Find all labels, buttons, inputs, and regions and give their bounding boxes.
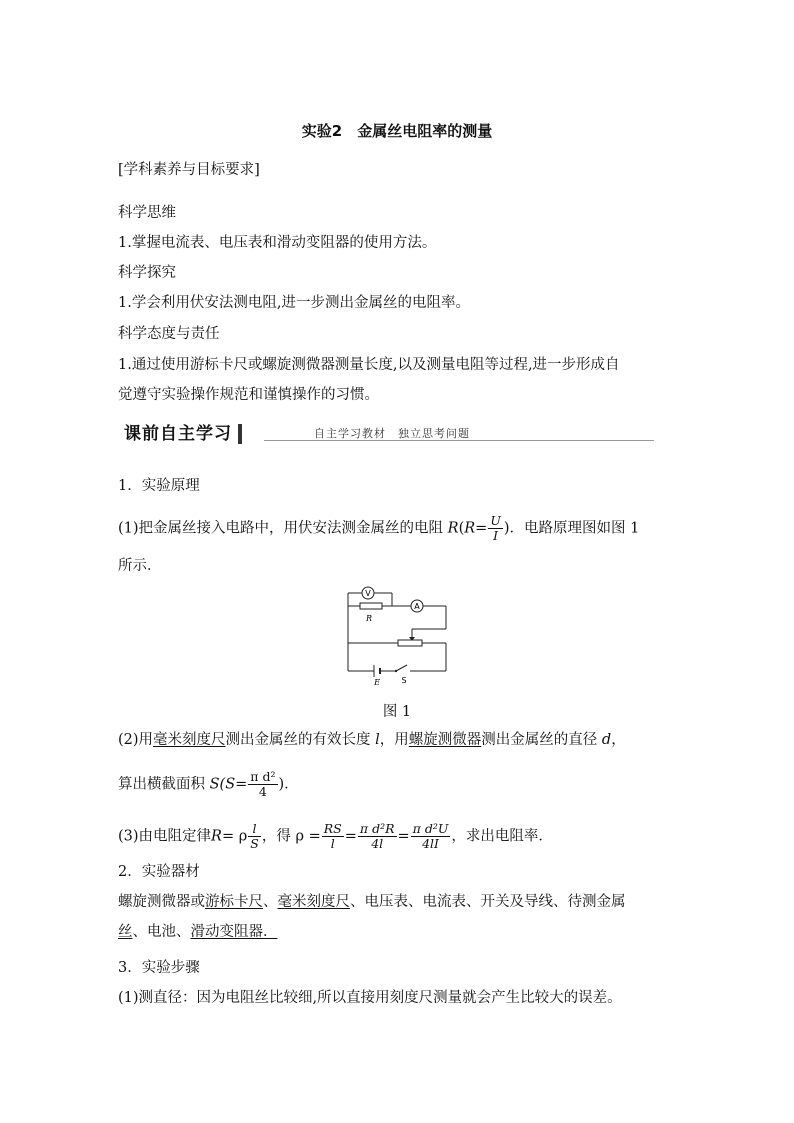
section-item: 1.通过使用游标卡尺或螺旋测微器测量长度,以及测量电阻等过程,进一步形成自 (118, 357, 620, 373)
steps-heading: 3．实验步骤 (118, 960, 200, 976)
text: (3)由电阻定律 (118, 828, 212, 845)
section-heading: 科学探究 (118, 265, 176, 281)
principle-p2 (118, 730, 626, 750)
fraction-pid2r (358, 822, 397, 851)
section-item: 1.掌握电流表、电压表和滑动变阻器的使用方法。 (118, 235, 437, 251)
underlined-term: 丝 (118, 924, 133, 940)
text: 螺旋测微器或 (118, 894, 205, 910)
text: 测出金属丝的直径 (481, 732, 598, 748)
text: (2)用 (118, 732, 154, 748)
var-r: R (211, 828, 222, 845)
equipment-line-2 (118, 922, 278, 942)
principle-p1 (118, 514, 639, 543)
principle-p1-cont: 所示． (118, 558, 162, 574)
steps-item-1: (1)测直径：因为电阻丝比较细,所以直接用刻度尺测量就会产生比较大的误差。 (118, 990, 622, 1006)
denominator: 4 (258, 784, 267, 799)
numerator: π d² (250, 769, 276, 784)
text: ，得 ρ = (261, 828, 321, 845)
numerator: l (248, 822, 261, 837)
banner-subtitle: 自主学习教材 独立思考问题 (314, 427, 470, 440)
denominator: l (330, 836, 335, 851)
text: = (397, 828, 410, 845)
text: = (344, 828, 357, 845)
text: = ρ (221, 828, 248, 845)
fraction-rs-over-l (322, 822, 344, 851)
denominator: I (493, 528, 499, 543)
text: ，求出电阻率． (451, 828, 553, 845)
numerator: RS (323, 821, 342, 836)
text: 、 (263, 894, 278, 910)
objectives-header: [学科素养与目标要求] (118, 162, 260, 178)
underlined-term: 毫米刻度尺 (153, 732, 226, 748)
numerator: π d²R (359, 821, 395, 836)
text: ，用 (379, 732, 409, 748)
underlined-term: 螺旋测微器 (408, 732, 482, 748)
var-d: d (601, 732, 612, 748)
underlined-term: 滑动变阻器． (190, 924, 278, 940)
underlined-term: 毫米刻度尺 (277, 894, 350, 910)
var-r: R (464, 520, 476, 537)
text: ( (458, 520, 465, 537)
underlined-term: 游标卡尺 (205, 894, 263, 910)
equipment-line-1 (118, 892, 626, 912)
text: (1)把金属丝接入电路中，用伏安法测金属丝的电阻 (118, 520, 444, 537)
figure-caption: 图 1 (382, 704, 412, 720)
text: 算出横截面积 (118, 776, 205, 793)
equipment-heading: 2．实验器材 (118, 864, 200, 880)
principle-heading: 1．实验原理 (118, 478, 200, 494)
resistor-label: R (365, 614, 373, 623)
switch-icon (395, 670, 397, 672)
resistor-icon (360, 603, 382, 609)
fraction-l-over-s (248, 822, 261, 851)
fraction-pid2u (411, 822, 451, 851)
text: (S= (219, 776, 248, 793)
voltmeter-label: V (365, 589, 371, 598)
fraction-u-over-i (488, 514, 503, 543)
rheostat-icon (398, 640, 422, 646)
section-heading: 科学思维 (118, 205, 176, 221)
var-l: l (375, 732, 380, 748)
numerator: π d²U (412, 821, 449, 836)
switch-label: S (401, 676, 407, 685)
section-heading: 科学态度与责任 (118, 326, 220, 342)
denominator: 4lI (422, 836, 439, 851)
banner-title: 课前自主学习 (118, 424, 242, 444)
text: )． (278, 776, 299, 793)
ammeter-label: A (414, 602, 420, 611)
text: 测出金属丝的有效长度 (225, 732, 371, 748)
denominator: S (250, 836, 259, 851)
text: = (475, 520, 488, 537)
denominator: 4l (371, 836, 384, 851)
principle-p2-cont (118, 770, 299, 799)
text: ， (611, 732, 626, 748)
text: )．电路原理图如图 1 (503, 520, 640, 537)
section-item-continued: 觉遵守实验操作规范和谨慎操作的习惯。 (118, 387, 379, 403)
section-banner (118, 424, 654, 444)
var-s: S (209, 776, 220, 793)
page-title: 实验2 金属丝电阻率的测量 (301, 122, 493, 140)
numerator: U (490, 513, 501, 528)
fraction-area (248, 770, 277, 799)
circuit-diagram (340, 585, 452, 685)
text: 、电压表、电流表、开关及导线、待测金属 (350, 894, 626, 910)
text: 、电池、 (132, 924, 191, 940)
var-r: R (447, 520, 459, 537)
battery-label: E (374, 678, 380, 685)
principle-p3 (118, 822, 553, 851)
section-item: 1.学会利用伏安法测电阻,进一步测出金属丝的电阻率。 (118, 295, 470, 311)
